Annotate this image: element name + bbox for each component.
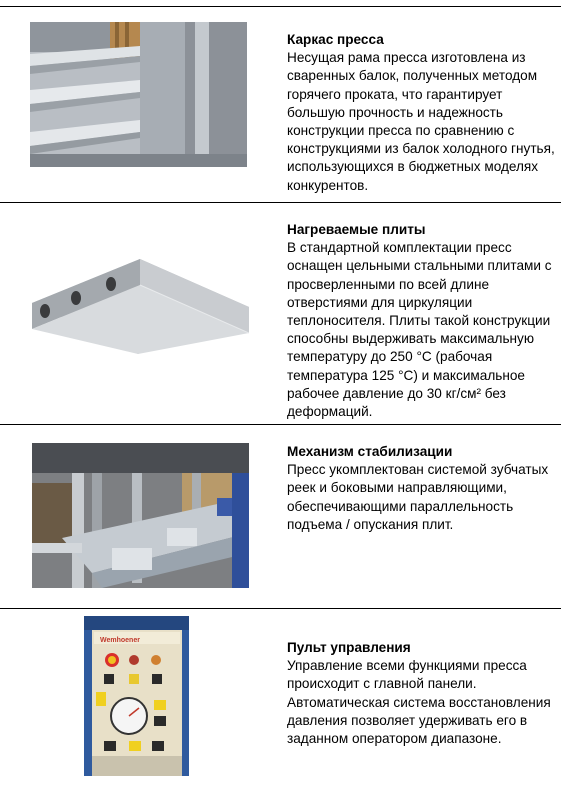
section-title: Механизм стабилизации <box>287 444 453 459</box>
divider <box>0 6 561 7</box>
panel-brand-logo: Wemhoener <box>100 637 140 644</box>
section-description: Управление всеми функциями пресса происходит с главной панели. Автоматическая система восстановления давления позволяет удерживать его в заданном оператором диапазоне. <box>287 658 551 747</box>
press-frame-photo <box>30 22 247 167</box>
section-description: В стандартной комплектации пресс оснащен цельными стальными плитами с просверленными по всей длине отверстиями для циркуляции теплоносителя. Плиты такой конструкции способны выдерживать максимальную температуру до 250 °С (рабочая температура 125 °С) и максимальное рабочее давление до 30 кг/см² без деформаций. <box>287 240 552 420</box>
section-title: Нагреваемые плиты <box>287 222 426 237</box>
section-title: Каркас пресса <box>287 32 384 47</box>
section-title: Пульт управления <box>287 640 411 655</box>
heated-plate-photo <box>30 255 249 357</box>
divider <box>0 202 561 203</box>
section-description: Несущая рама пресса изготовлена из сваренных балок, полученных методом горячего проката, что гарантирует большую прочность и надежность конструкции пресса по сравнению с конструкциями из балок холодного гнутья, использующихся в бюджетных моделях конкурентов. <box>287 50 555 193</box>
control-panel-photo <box>84 616 189 776</box>
section-description: Пресс укомплектован системой зубчатых реек и боковыми направляющими, обеспечивающими параллельность подъема / опускания плит. <box>287 462 549 532</box>
divider <box>0 424 561 425</box>
divider <box>0 608 561 609</box>
stabilization-mechanism-photo <box>32 443 249 588</box>
